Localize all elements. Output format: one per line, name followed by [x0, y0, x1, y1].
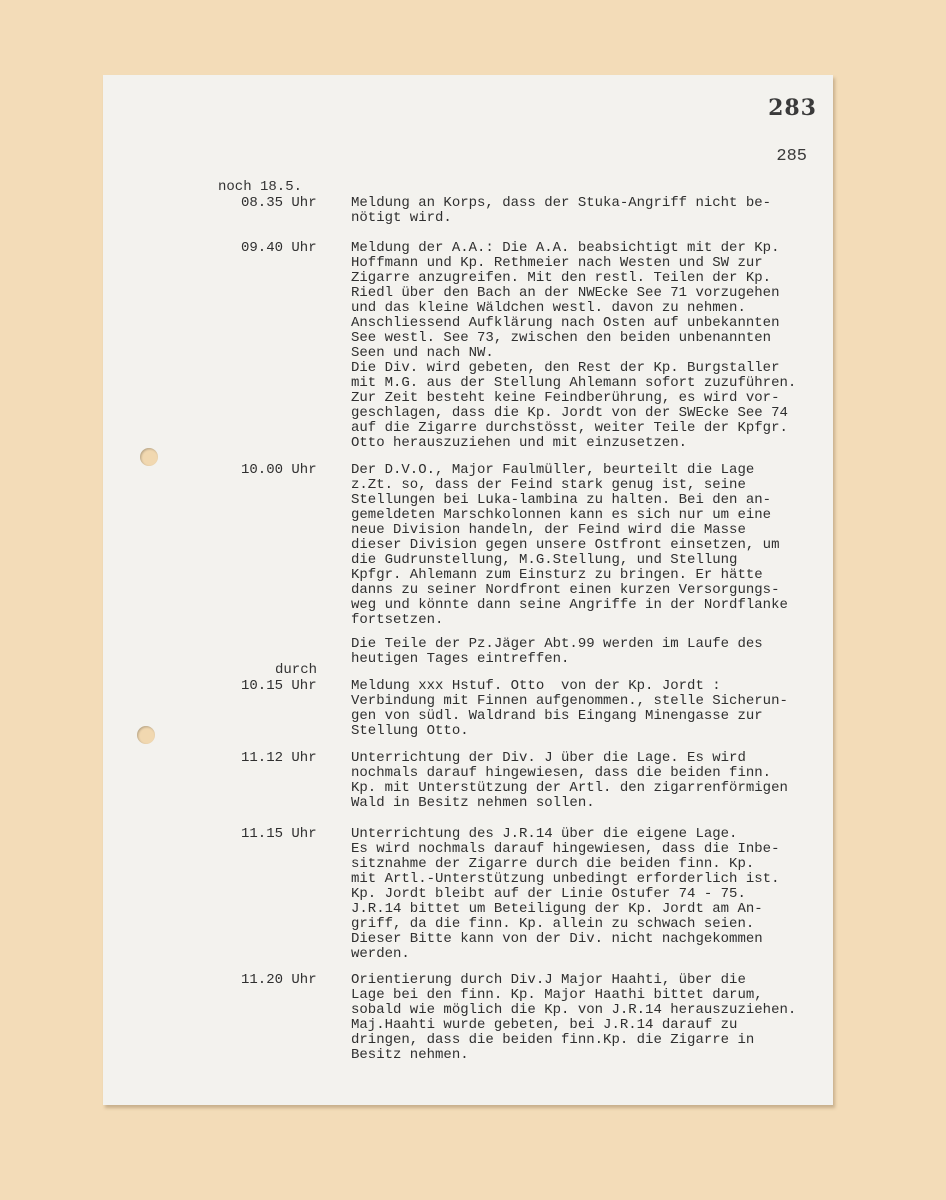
- text-line: z.Zt. so, dass der Feind stark genug ist, seine: [351, 477, 746, 493]
- text-line: Orientierung durch Div.J Major Haahti, über die: [351, 972, 746, 988]
- text-line: Meldung an Korps, dass der Stuka-Angriff nicht be-: [351, 195, 772, 211]
- entry-time: 11.15 Uhr: [241, 826, 317, 842]
- text-line: mit Artl.-Unterstützung unbedingt erforderlich ist.: [351, 871, 780, 887]
- text-line: Die Div. wird gebeten, den Rest der Kp. Burgstaller: [351, 360, 780, 376]
- text-line: Besitz nehmen.: [351, 1047, 469, 1063]
- text-line: Zur Zeit besteht keine Feindberührung, es wird vor-: [351, 390, 780, 406]
- handwritten-insertion: durch: [275, 662, 318, 678]
- text-line: See westl. See 73, zwischen den beiden unbenannten: [351, 330, 772, 346]
- entry-time: 11.12 Uhr: [241, 750, 317, 766]
- text-line: Anschliessend Aufklärung nach Osten auf unbekannten: [351, 315, 780, 331]
- text-line: fortsetzen.: [351, 612, 444, 628]
- text-line: Kp. mit Unterstützung der Artl. den zigarrenförmigen: [351, 780, 788, 796]
- text-line: nochmals darauf hingewiesen, dass die beiden finn.: [351, 765, 772, 781]
- entry-text: [351, 241, 841, 451]
- entry-text: [351, 827, 841, 962]
- text-line: sobald wie möglich die Kp. von J.R.14 herauszuziehen.: [351, 1002, 797, 1018]
- text-line: danns zu seiner Nordfront einen kurzen Versorgungs-: [351, 582, 780, 598]
- text-line: Unterrichtung des J.R.14 über die eigene Lage.: [351, 826, 738, 842]
- text-line: Verbindung mit Finnen aufgenommen., stelle Sicherun-: [351, 693, 788, 709]
- text-line: geschlagen, dass die Kp. Jordt von der SWEcke See 74: [351, 405, 788, 421]
- entry-text: [351, 196, 841, 226]
- text-line: neue Division handeln, der Feind wird die Masse: [351, 522, 746, 538]
- text-line: Otto herauszuziehen und mit einzusetzen.: [351, 435, 688, 451]
- entry-text: [351, 463, 841, 667]
- text-line: griff, da die finn. Kp. allein zu schwach seien.: [351, 916, 755, 932]
- text-line: dringen, dass die beiden finn.Kp. die Zigarre in: [351, 1032, 755, 1048]
- text-line: weg und könnte dann seine Angriffe in der Nordflanke: [351, 597, 788, 613]
- entry-time: 11.20 Uhr: [241, 972, 317, 988]
- text-line: Es wird nochmals darauf hingewiesen, dass die Inbe-: [351, 841, 780, 857]
- text-line: Lage bei den finn. Kp. Major Haathi bittet darum,: [351, 987, 763, 1003]
- entry-text: [351, 973, 841, 1063]
- text-line: werden.: [351, 946, 410, 962]
- stamped-page-number: 283: [768, 95, 817, 121]
- text-line: Die Teile der Pz.Jäger Abt.99 werden im Laufe des: [351, 636, 763, 652]
- text-line: Kp. Jordt bleibt auf der Linie Ostufer 74 - 75.: [351, 886, 746, 902]
- text-line: Kpfgr. Ahlemann zum Einsturz zu bringen. Er hätte: [351, 567, 763, 583]
- entry-time: 09.40 Uhr: [241, 240, 317, 256]
- typed-page-number: 285: [776, 147, 807, 166]
- text-line: gen von südl. Waldrand bis Eingang Minengasse zur: [351, 708, 763, 724]
- entry-time: 08.35 Uhr: [241, 195, 317, 211]
- text-line: Stellung Otto.: [351, 723, 469, 739]
- text-line: die Gudrunstellung, M.G.Stellung, und Stellung: [351, 552, 738, 568]
- text-line: Hoffmann und Kp. Rethmeier nach Westen und SW zur: [351, 255, 763, 271]
- text-line: Stellungen bei Luka-lambina zu halten. Bei den an-: [351, 492, 772, 508]
- text-line: Meldung der A.A.: Die A.A. beabsichtigt mit der Kp.: [351, 240, 780, 256]
- punch-hole-top: [140, 448, 158, 466]
- text-line: dieser Division gegen unsere Ostfront einsetzen, um: [351, 537, 780, 553]
- entry-time: 10.00 Uhr: [241, 462, 317, 478]
- text-line: Meldung xxx Hstuf. Otto von der Kp. Jordt :: [351, 678, 721, 694]
- text-line: nötigt wird.: [351, 210, 452, 226]
- entry-text: [351, 679, 841, 739]
- punch-hole-bottom: [137, 726, 155, 744]
- text-line: J.R.14 bittet um Beteiligung der Kp. Jordt am An-: [351, 901, 763, 917]
- entry-time: 10.15 Uhr: [241, 678, 317, 694]
- text-line: Zigarre anzugreifen. Mit den restl. Teilen der Kp.: [351, 270, 772, 286]
- text-line: Unterrichtung der Div. J über die Lage. Es wird: [351, 750, 746, 766]
- text-line: Dieser Bitte kann von der Div. nicht nachgekommen: [351, 931, 763, 947]
- date-heading: noch 18.5.: [218, 179, 303, 195]
- text-line: Der D.V.O., Major Faulmüller, beurteilt die Lage: [351, 462, 755, 478]
- text-line: mit M.G. aus der Stellung Ahlemann sofort zuzuführen.: [351, 375, 797, 391]
- text-line: Wald in Besitz nehmen sollen.: [351, 795, 595, 811]
- text-line: Seen und nach NW.: [351, 345, 494, 361]
- text-line: Riedl über den Bach an der NWEcke See 71 vorzugehen: [351, 285, 780, 301]
- text-line: und das kleine Wäldchen westl. davon zu nehmen.: [351, 300, 746, 316]
- entry-text: [351, 751, 841, 811]
- document-page: [103, 75, 833, 1105]
- text-line: Maj.Haahti wurde gebeten, bei J.R.14 darauf zu: [351, 1017, 738, 1033]
- text-line: heutigen Tages eintreffen.: [351, 651, 570, 667]
- text-line: auf die Zigarre durchstösst, weiter Teile der Kpfgr.: [351, 420, 788, 436]
- text-line: sitznahme der Zigarre durch die beiden finn. Kp.: [351, 856, 755, 872]
- text-line: gemeldeten Marschkolonnen kann es sich nur um eine: [351, 507, 772, 523]
